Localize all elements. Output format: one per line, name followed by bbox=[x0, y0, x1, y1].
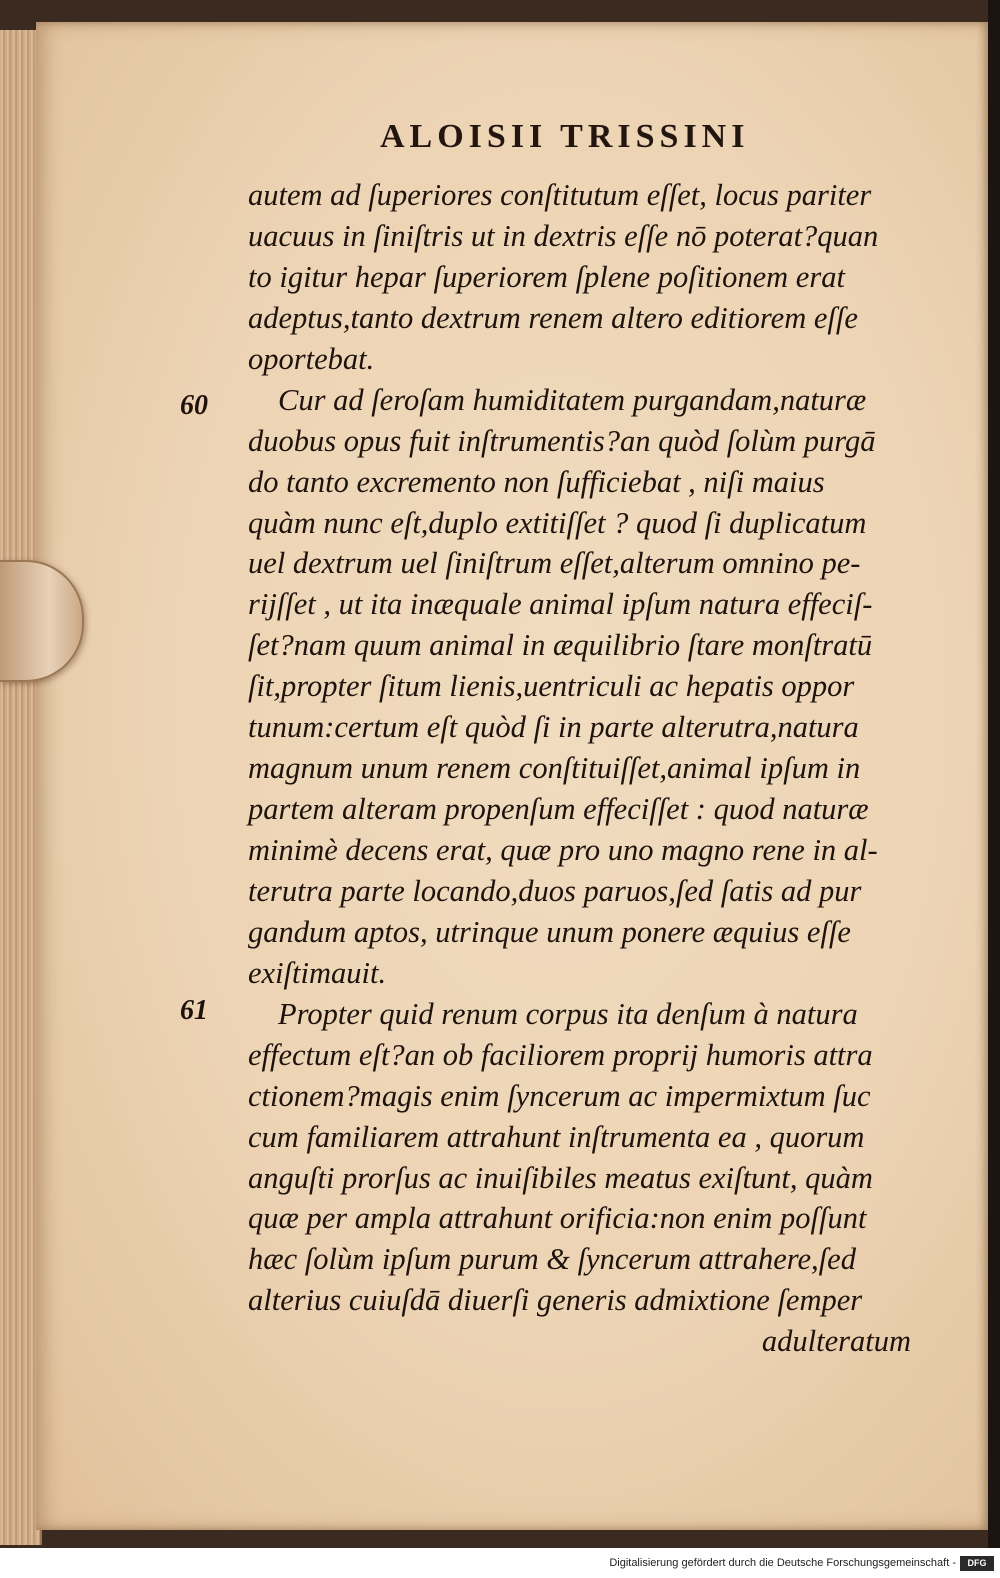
text-line: duobus opus fuit inſtrumentis?an quòd ſolùm purgā bbox=[248, 423, 876, 458]
text-line: ſet?nam quum animal in æquilibrio ſtare monſtratū bbox=[248, 628, 873, 663]
text-line: to igitur hepar ſuperiorem ſplene poſitionem erat bbox=[248, 259, 845, 294]
text-line: tunum:certum eſt quòd ſi in parte alterutra,natura bbox=[248, 710, 859, 745]
text-line: oportebat. bbox=[248, 341, 375, 376]
margin-number-61: 61 bbox=[180, 995, 208, 1026]
text-line: uel dextrum uel ſiniſtrum eſſet,alterum omnino pe- bbox=[248, 546, 861, 581]
text-line: effectum eſt?an ob faciliorem proprij humoris attra bbox=[248, 1037, 873, 1072]
page-body-text bbox=[248, 175, 913, 1362]
text-line: ſit,propter ſitum lienis,uentriculi ac hepatis oppor bbox=[248, 669, 855, 704]
text-line: minimè decens erat, quæ pro uno magno rene in al- bbox=[248, 833, 878, 867]
text-line: hæc ſolùm ipſum purum & ſyncerum attrahere,ſed bbox=[248, 1242, 856, 1277]
text-line: do tanto excremento non ſufficiebat , niſi maius bbox=[248, 464, 825, 499]
catchword: adulteratum bbox=[761, 1324, 911, 1359]
text-line: magnum unum renem conſtituiſſet,animal ipſum in bbox=[248, 751, 861, 786]
text-line: anguſti prorſus ac inuiſibiles meatus exiſtunt, quàm bbox=[248, 1160, 873, 1195]
text-line: exiſtimauit. bbox=[248, 955, 387, 990]
text-line: quæ per ampla attrahunt orificia:non enim poſſunt bbox=[248, 1201, 867, 1236]
text-line: ctionem?magis enim ſyncerum ac impermixtum ſuc bbox=[248, 1078, 871, 1113]
text-line: alterius cuiuſdā diuerſi generis admixtione ſemper bbox=[248, 1283, 863, 1318]
text-line: Propter quid renum corpus ita denſum à natura bbox=[278, 996, 858, 1031]
text-line: quàm nunc eſt,duplo extitiſſet ? quod ſi duplicatum bbox=[248, 505, 867, 540]
footer-credit: Digitalisierung gefördert durch die Deutsche Forschungsgemeinschaft - bbox=[609, 1557, 956, 1569]
text-line: partem alteram propenſum effeciſſet : quod naturæ bbox=[248, 792, 869, 827]
text-line: cum familiarem attrahunt inſtrumenta ea , quorum bbox=[248, 1119, 865, 1154]
footer-bar bbox=[0, 1548, 1000, 1578]
text-line: gandum aptos, utrinque unum ponere æquius eſſe bbox=[248, 914, 851, 949]
margin-number-60: 60 bbox=[180, 390, 208, 421]
text-line: rijſſet , ut ita inæquale animal ipſum natura effeciſ- bbox=[248, 587, 873, 622]
text-line: autem ad ſuperiores conſtitutum eſſet, locus pariter bbox=[248, 178, 872, 212]
running-header: ALOISII TRISSINI bbox=[380, 118, 750, 155]
text-line: Cur ad ſeroſam humiditatem purgandam,naturæ bbox=[278, 382, 867, 417]
dfg-logo: DFG bbox=[960, 1556, 994, 1571]
scan-right-edge bbox=[988, 0, 1000, 1548]
text-line: adeptus,tanto dextrum renem altero editiorem eſſe bbox=[248, 300, 858, 335]
text-line: terutra parte locando,duos paruos,ſed ſatis ad pur bbox=[248, 873, 862, 908]
text-line: uacuus in ſiniſtris ut in dextris eſſe nō poterat?quan bbox=[248, 218, 879, 253]
